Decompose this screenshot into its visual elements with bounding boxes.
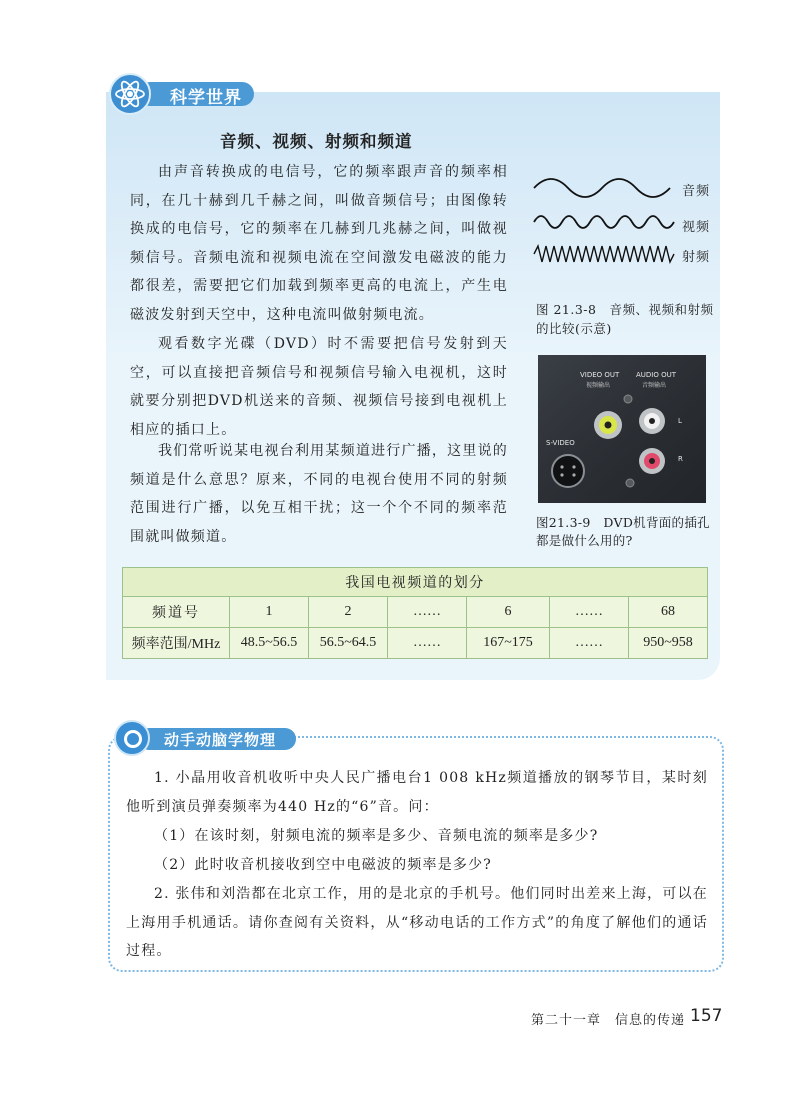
audio-wave — [534, 179, 670, 197]
figure-caption-dvd: 图21.3-9 DVD机背面的插孔都是做什么用的? — [536, 515, 710, 548]
paragraph-audio-video: 由声音转换成的电信号，它的频率跟声音的频率相同，在几十赫到几千赫之间，叫做音频信号；由图像转换成的电信号，它的频率在几赫到几兆赫之间，叫做视频信号。音频电流和视频电流在空间激发电磁波的能力都很差，需要把它们加载到频率更高的电流上，产生电磁波发射到天空中，这种电流叫做射频电流。 — [130, 164, 508, 323]
table-cell: 48.5~56.5 — [230, 628, 309, 659]
rf-wave — [534, 246, 674, 262]
atom-icon — [108, 72, 152, 116]
chapter-footer: 第二十一章 信息的传递 — [531, 1013, 686, 1028]
badge-label: 动手动脑学物理 — [164, 731, 277, 749]
table-cell: 频道号 — [123, 597, 230, 628]
table-caption: 我国电视频道的划分 — [123, 568, 708, 597]
table-cell: …… — [550, 628, 629, 659]
table-cell: …… — [550, 597, 629, 628]
wave-comparison-figure — [532, 166, 722, 276]
table-cell: …… — [388, 628, 467, 659]
label-audio: 音频 — [682, 184, 711, 199]
badge-pill — [138, 728, 296, 750]
science-world-badge — [108, 72, 256, 112]
label-video: 视频 — [682, 220, 711, 235]
target-icon — [114, 720, 150, 756]
video-out-label: VIDEO OUT — [580, 371, 620, 379]
paragraph-channel: 我们常听说某电视台利用某频道进行广播，这里说的频道是什么意思？原来，不同的电视台使用不同的射频范围进行广播，以免互相干扰；这一个个不同的频率范围就叫做频道。 — [130, 443, 508, 545]
badge-label: 科学世界 — [170, 88, 242, 108]
left-channel-label: L — [678, 417, 682, 425]
question-1-part-2: （2）此时收音机接收到空中电磁波的频率是多少? — [154, 857, 493, 873]
question-1-part-1: （1）在该时刻，射频电流的频率是多少、音频电流的频率是多少? — [154, 828, 599, 844]
table-cell: 68 — [629, 597, 708, 628]
section-title: 音频、视频、射频和频道 — [220, 132, 413, 151]
question-2: 2. 张伟和刘浩都在北京工作，用的是北京的手机号。他们同时出差来上海，可以在上海用手机通话。请你查阅有关资料，从“移动电话的工作方式”的角度了解他们的通话过程。 — [126, 886, 708, 960]
video-wave — [534, 216, 674, 228]
audio-out-cn-label: 音频输出 — [642, 382, 667, 389]
table-cell: 6 — [467, 597, 550, 628]
tv-channel-table — [122, 567, 708, 659]
label-rf: 射频 — [682, 250, 711, 265]
table-row — [123, 628, 708, 659]
table-cell: …… — [388, 597, 467, 628]
question-1: 1. 小晶用收音机收听中央人民广播电台1 008 kHz频道播放的钢琴节目，某时刻他听到演员弹奏频率为440 Hz的“6”音。问： — [126, 770, 708, 815]
figure-caption-waves: 图 21.3-8 音频、视频和射频的比较(示意) — [536, 302, 714, 336]
table-cell: 频率范围/MHz — [123, 628, 230, 659]
right-channel-label: R — [678, 455, 683, 463]
table-cell: 56.5~64.5 — [309, 628, 388, 659]
page-number: 157 — [690, 1006, 723, 1026]
wave-diagram — [532, 166, 682, 276]
paragraph-dvd: 观看数字光碟（DVD）时不需要把信号发射到天空，可以直接把音频信号和视频信号输入电视机，这时就要分别把DVD机送来的音频、视频信号接到电视机上相应的插口上。 — [130, 336, 508, 438]
table-cell: 950~958 — [629, 628, 708, 659]
table-cell: 167~175 — [467, 628, 550, 659]
audio-out-label: AUDIO OUT — [636, 371, 677, 379]
table-caption-row — [123, 568, 708, 597]
table-row — [123, 597, 708, 628]
hands-on-badge — [114, 720, 304, 756]
dvd-jacks-illustration — [538, 355, 706, 503]
table-cell: 2 — [309, 597, 388, 628]
video-out-cn-label: 视频输出 — [586, 382, 611, 389]
table-cell: 1 — [230, 597, 309, 628]
dvd-back-photo — [538, 355, 706, 503]
badge-pill — [138, 82, 254, 106]
svideo-label: S-VIDEO — [546, 439, 575, 447]
